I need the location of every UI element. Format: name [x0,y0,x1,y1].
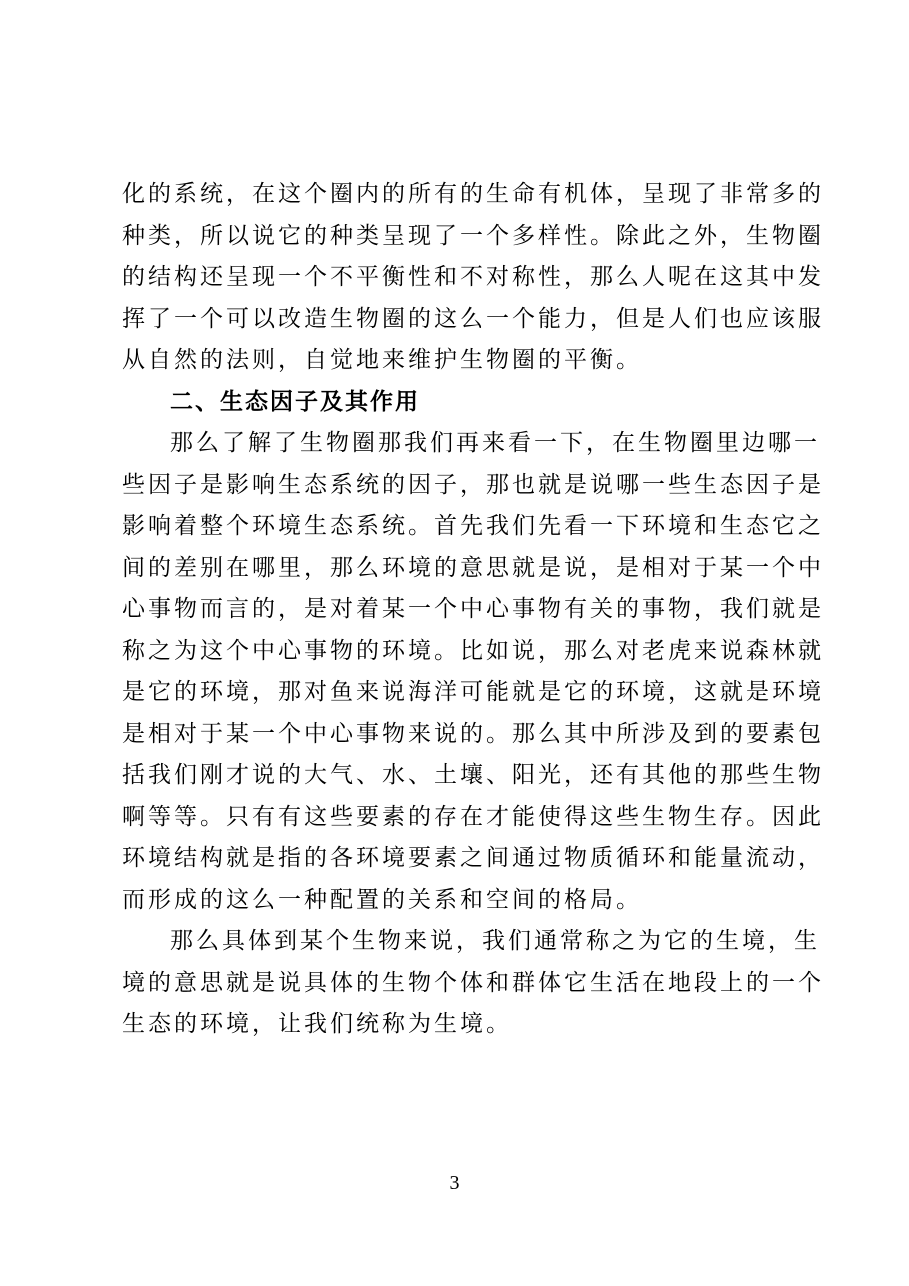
paragraph-line: 而形成的这么一种配置的关系和空间的格局。 [122,886,642,913]
paragraph-line: 种类，所以说它的种类呈现了一个多样性。除此之外，生物圈 [122,222,824,249]
paragraph-environment [122,423,824,921]
paragraph-line: 心事物而言的，是对着某一个中心事物有关的事物，我们就是 [122,596,824,622]
paragraph-line: 境的意思就是说具体的生物个体和群体它生活在地段上的一个 [122,969,824,996]
paragraph-line: 是它的环境，那对鱼来说海洋可能就是它的环境，这就是环境 [122,679,824,705]
paragraph-line: 间的差别在哪里，那么环境的意思就是说，是相对于某一个中 [122,554,824,581]
paragraph-line: 从自然的法则，自觉地来维护生物圈的平衡。 [122,347,642,373]
paragraph-line: 是相对于某一个中心事物来说的。那么其中所涉及到的要素包 [122,720,824,747]
paragraph-habitat [122,921,824,1046]
paragraph-line: 的结构还呈现一个不平衡性和不对称性，那么人呢在这其中发 [122,264,824,290]
paragraph-line: 括我们刚才说的大气、水、土壤、阳光，还有其他的那些生物 [122,762,824,788]
paragraph-line: 那么具体到某个生物来说，我们通常称之为它的生境，生 [170,928,820,954]
paragraph-line: 化的系统，在这个圈内的所有的生命有机体，呈现了非常多的 [122,181,824,207]
paragraph-line: 那么了解了生物圈那我们再来看一下，在生物圈里边哪一 [170,430,820,456]
paragraph-line: 些因子是影响生态系统的因子，那也就是说哪一些生态因子是 [122,471,824,498]
section-heading: 二、生态因子及其作用 [170,388,420,415]
paragraph-line: 挥了一个可以改造生物圈的这么一个能力，但是人们也应该服 [122,305,824,332]
paragraph-line: 称之为这个中心事物的环境。比如说，那么对老虎来说森林就 [122,637,824,664]
paragraph-line: 环境结构就是指的各环境要素之间通过物质循环和能量流动， [122,845,824,871]
paragraph-line: 啊等等。只有有这些要素的存在才能使得这些生物生存。因此 [122,803,824,830]
paragraph-line: 生态的环境，让我们统称为生境。 [122,1011,512,1037]
page-number: 3 [449,1172,460,1194]
paragraph-continued [122,174,824,423]
paragraph-line: 影响着整个环境生态系统。首先我们先看一下环境和生态它之 [122,513,824,539]
